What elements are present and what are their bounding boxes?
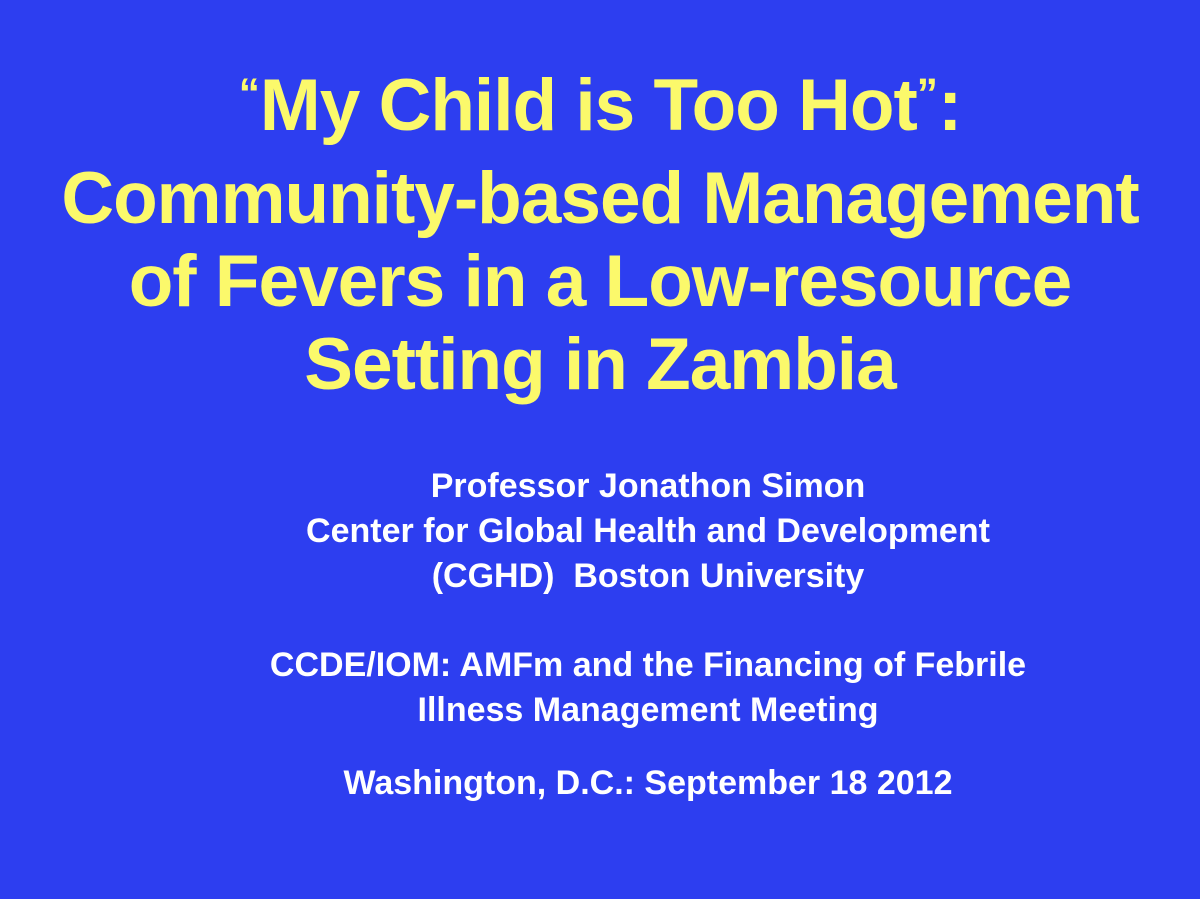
meeting-title-line-2: Illness Management Meeting xyxy=(417,691,879,729)
title-colon: : xyxy=(937,65,962,146)
title-line-4: Setting in Zambia xyxy=(304,324,896,405)
title-line-3: of Fevers in a Low-resource xyxy=(128,241,1072,322)
title-close-quote: ” xyxy=(916,69,938,117)
title-open-quote: “ xyxy=(238,69,260,117)
venue-date-text: Washington, D.C.: September 18 2012 xyxy=(343,764,953,802)
slide-title xyxy=(0,64,1200,406)
venue-date-block xyxy=(0,761,1200,806)
title-line-1 xyxy=(0,64,1200,157)
meeting-title-line-1: CCDE/IOM: AMFm and the Financing of Febrile xyxy=(269,646,1027,684)
presenter-name: Professor Jonathon Simon xyxy=(430,467,866,505)
presenter-affiliation: Center for Global Health and Development xyxy=(306,512,990,550)
meeting-block xyxy=(0,643,1200,733)
title-line-2: Community-based Management xyxy=(61,158,1139,239)
presenter-institution: (CGHD) Boston University xyxy=(431,557,865,595)
title-line-1-text: My Child is Too Hot xyxy=(259,65,917,146)
presenter-block xyxy=(0,464,1200,599)
